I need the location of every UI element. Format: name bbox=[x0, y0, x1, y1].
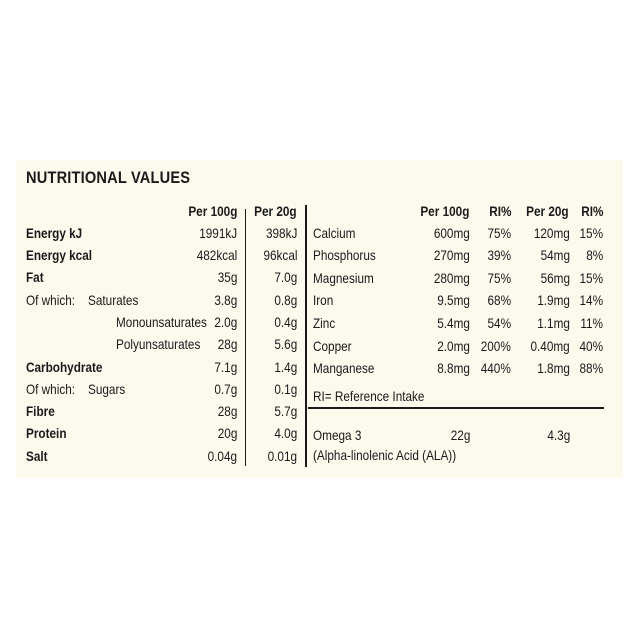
per20g-value: 0.1g bbox=[274, 381, 297, 397]
nutrient-label: Of which: bbox=[26, 381, 76, 397]
per100g-value: 7.1g bbox=[214, 359, 237, 375]
mineral-per100g: 600mg bbox=[434, 225, 470, 241]
mineral-per20g: 0.40mg bbox=[530, 338, 570, 354]
mineral-label: Manganese bbox=[313, 360, 375, 376]
per20g-value: 5.7g bbox=[274, 403, 297, 419]
mineral-per20g: 1.1mg bbox=[537, 315, 570, 331]
nutrition-panel bbox=[16, 160, 623, 478]
mineral-ri20: 40% bbox=[579, 338, 603, 354]
mineral-label: Copper bbox=[313, 338, 352, 354]
per20g-value: 96kcal bbox=[263, 247, 297, 263]
mineral-per100g: 9.5mg bbox=[437, 292, 470, 308]
omega-per20g: 4.3g bbox=[547, 427, 570, 443]
mineral-per20g: 56mg bbox=[540, 270, 570, 286]
nutrient-label: Energy kJ bbox=[26, 225, 83, 241]
mineral-ri20: 15% bbox=[579, 225, 603, 241]
mineral-per100g: 270mg bbox=[434, 247, 470, 263]
omega-label: Omega 3 bbox=[313, 427, 362, 443]
per100g-value: 2.0g bbox=[214, 314, 237, 330]
nutrient-label: Carbohydrate bbox=[26, 359, 103, 375]
nutrient-label: Protein bbox=[26, 425, 67, 441]
per100g-value: 1991kJ bbox=[199, 225, 237, 241]
mineral-label: Calcium bbox=[313, 225, 356, 241]
mineral-label: Iron bbox=[313, 292, 334, 308]
per100g-value: 3.8g bbox=[214, 292, 237, 308]
per20g-value: 0.4g bbox=[274, 314, 297, 330]
right-header-ri20: RI% bbox=[580, 203, 603, 219]
mineral-ri100: 75% bbox=[487, 270, 511, 286]
per20g-value: 7.0g bbox=[274, 269, 297, 285]
mineral-ri20: 14% bbox=[579, 292, 603, 308]
middle-divider bbox=[305, 205, 307, 467]
omega-separator bbox=[308, 407, 604, 409]
mineral-per20g: 120mg bbox=[534, 225, 570, 241]
mineral-per20g: 1.9mg bbox=[537, 292, 570, 308]
nutrient-sublabel: Sugars bbox=[88, 381, 126, 397]
mineral-per20g: 54mg bbox=[540, 247, 570, 263]
per100g-value: 28g bbox=[217, 403, 237, 419]
nutrient-label: Fibre bbox=[26, 403, 55, 419]
nutrient-sublabel: Saturates bbox=[88, 292, 139, 308]
left-divider bbox=[245, 209, 246, 466]
per100g-value: 20g bbox=[217, 425, 237, 441]
nutrient-label: Energy kcal bbox=[26, 247, 93, 263]
mineral-per100g: 2.0mg bbox=[437, 338, 470, 354]
mineral-label: Phosphorus bbox=[313, 247, 376, 263]
mineral-ri20: 11% bbox=[580, 315, 603, 331]
mineral-label: Zinc bbox=[313, 315, 336, 331]
mineral-ri100: 440% bbox=[480, 360, 511, 376]
mineral-ri100: 200% bbox=[480, 338, 511, 354]
mineral-ri100: 39% bbox=[487, 247, 511, 263]
left-header-per100g: Per 100g bbox=[187, 203, 237, 219]
nutrient-sublabel: Polyunsaturates bbox=[116, 336, 201, 352]
per100g-value: 0.04g bbox=[207, 448, 237, 464]
per20g-value: 1.4g bbox=[274, 359, 297, 375]
mineral-ri100: 68% bbox=[487, 292, 511, 308]
mineral-label: Magnesium bbox=[313, 270, 374, 286]
per100g-value: 35g bbox=[217, 269, 237, 285]
right-header-ri100: RI% bbox=[488, 203, 511, 219]
per100g-value: 28g bbox=[217, 336, 237, 352]
per20g-value: 398kJ bbox=[265, 225, 297, 241]
per20g-value: 0.8g bbox=[274, 292, 297, 308]
mineral-ri20: 15% bbox=[579, 270, 603, 286]
mineral-ri100: 75% bbox=[487, 225, 511, 241]
ri-note: RI= Reference Intake bbox=[313, 388, 425, 404]
per100g-value: 482kcal bbox=[196, 247, 237, 263]
nutrient-sublabel: Monounsaturates bbox=[116, 314, 207, 330]
nutrient-label: Fat bbox=[26, 269, 44, 285]
left-header-per20g: Per 20g bbox=[254, 203, 297, 219]
mineral-per100g: 5.4mg bbox=[437, 315, 470, 331]
nutrient-label: Salt bbox=[26, 448, 48, 464]
per100g-value: 0.7g bbox=[214, 381, 237, 397]
per20g-value: 5.6g bbox=[274, 336, 297, 352]
right-header-per100g: Per 100g bbox=[419, 203, 469, 219]
mineral-ri20: 88% bbox=[579, 360, 603, 376]
nutrient-label: Of which: bbox=[26, 292, 76, 308]
panel-title: NUTRITIONAL VALUES bbox=[26, 168, 191, 187]
mineral-ri100: 54% bbox=[487, 315, 511, 331]
mineral-per100g: 280mg bbox=[434, 270, 470, 286]
omega-sublabel: (Alpha-linolenic Acid (ALA)) bbox=[313, 447, 457, 463]
per20g-value: 0.01g bbox=[267, 448, 297, 464]
mineral-ri20: 8% bbox=[586, 247, 603, 263]
omega-per100g: 22g bbox=[450, 427, 470, 443]
mineral-per20g: 1.8mg bbox=[537, 360, 570, 376]
right-header-per20g: Per 20g bbox=[526, 203, 569, 219]
mineral-per100g: 8.8mg bbox=[437, 360, 470, 376]
per20g-value: 4.0g bbox=[274, 425, 297, 441]
